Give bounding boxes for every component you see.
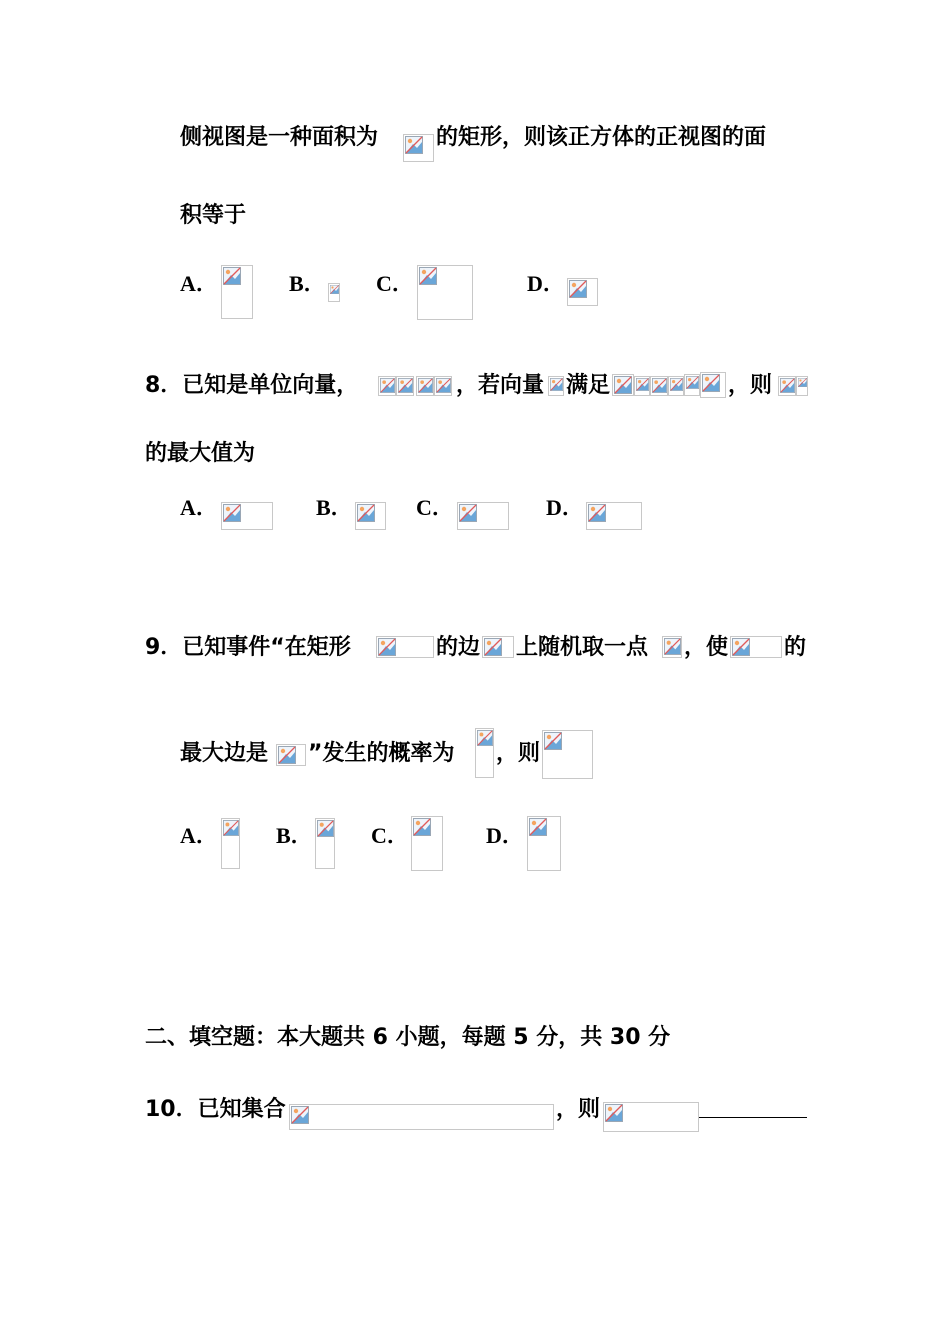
formula-image <box>650 376 668 396</box>
formula-image <box>221 502 273 530</box>
q10-part1: 10．已知集合 <box>145 1097 286 1122</box>
formula-image <box>603 1102 699 1132</box>
q8-option-c-label: C． <box>416 495 454 520</box>
q9-option-d-label: D． <box>486 823 524 848</box>
q7-option-a-label: A． <box>180 271 218 296</box>
formula-image <box>417 265 473 320</box>
formula-image <box>378 376 396 396</box>
answer-blank[interactable] <box>699 1117 807 1118</box>
formula-image <box>612 374 634 396</box>
q8-line2: 的最大值为 <box>145 441 256 466</box>
section-heading: 二、填空题：本大题共 6 小题，每题 5 分，共 30 分 <box>145 1025 671 1050</box>
q8-option-a-label: A． <box>180 495 218 520</box>
formula-image <box>289 1104 554 1130</box>
q7-option-b-label: B． <box>289 271 326 296</box>
formula-image <box>328 283 340 302</box>
formula-image <box>730 636 782 658</box>
formula-image <box>411 816 443 871</box>
q8-line1-part3: 满足 <box>566 373 611 398</box>
q9-line1-part1: 9．已知事件“在矩形 <box>145 635 351 660</box>
formula-image <box>586 502 642 530</box>
q9-option-c-label: C． <box>371 823 409 848</box>
q7-line2: 积等于 <box>180 203 247 228</box>
q9-line2-part2: ”发生的概率为 <box>308 741 455 766</box>
formula-image <box>457 502 509 530</box>
formula-image <box>796 376 808 396</box>
formula-image <box>276 744 306 766</box>
q10-part2: ，则 <box>556 1097 601 1122</box>
formula-image <box>567 278 598 306</box>
formula-image <box>482 636 514 658</box>
q7-option-c-label: C． <box>376 271 414 296</box>
formula-image <box>315 818 335 869</box>
q9-option-b-label: B． <box>276 823 313 848</box>
q9-line1-part2: 的边 <box>436 635 481 660</box>
q9-line2-part3: ，则 <box>496 741 541 766</box>
q9-option-a-label: A． <box>180 823 218 848</box>
formula-image <box>548 376 564 396</box>
formula-image <box>396 376 414 396</box>
formula-image <box>221 265 253 319</box>
q9-line1-part3: 上随机取一点 <box>516 635 649 660</box>
formula-image <box>662 636 682 658</box>
formula-image <box>527 816 561 871</box>
formula-image <box>403 134 434 162</box>
formula-image <box>376 636 434 658</box>
q7-option-d-label: D． <box>527 271 565 296</box>
q7-line1-part1: 侧视图是一种面积为 <box>180 125 379 150</box>
formula-image <box>542 730 593 779</box>
formula-image <box>475 728 494 778</box>
formula-image <box>221 818 240 869</box>
q9-line1-part5: 的 <box>784 635 807 660</box>
formula-image <box>668 376 684 396</box>
q9-line2-part1: 最大边是 <box>180 741 269 766</box>
q8-option-b-label: B． <box>316 495 353 520</box>
formula-image <box>778 376 796 396</box>
q9-line1-part4: ，使 <box>684 635 729 660</box>
q7-line1-part2: 的矩形，则该正方体的正视图的面 <box>436 125 767 150</box>
q8-line1-part1: 8．已知是单位向量， <box>145 373 359 398</box>
q8-option-d-label: D． <box>546 495 584 520</box>
formula-image <box>355 502 386 530</box>
formula-image <box>634 376 650 396</box>
q8-line1-part4: ，则 <box>728 373 773 398</box>
q8-line1-part2: ，若向量 <box>456 373 545 398</box>
formula-image <box>700 372 726 398</box>
formula-image <box>684 374 700 396</box>
formula-image <box>434 376 452 396</box>
formula-image <box>416 376 434 396</box>
